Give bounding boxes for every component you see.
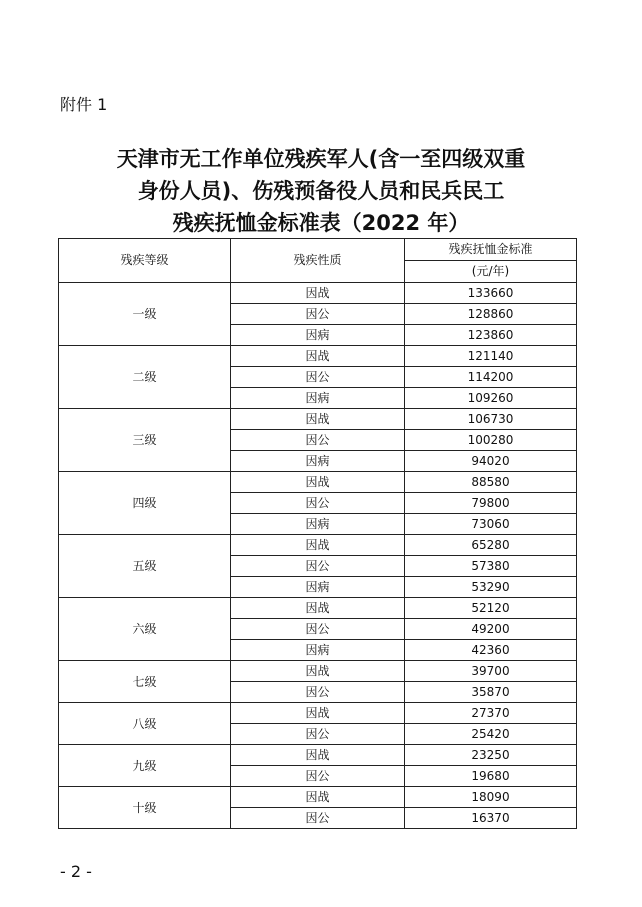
header-nature: 残疾性质 [231, 239, 405, 283]
pension-standard-table [58, 238, 577, 829]
grade-cell: 三级 [59, 409, 231, 472]
amount-cell: 25420 [405, 724, 577, 745]
attachment-label: 附件 1 [60, 95, 108, 114]
nature-cell: 因公 [231, 619, 405, 640]
nature-cell: 因战 [231, 409, 405, 430]
table-row [59, 409, 577, 430]
document-title-line-3: 残疾抚恤金标准表（2022 年） [172, 211, 470, 235]
nature-cell: 因病 [231, 388, 405, 409]
amount-cell: 106730 [405, 409, 577, 430]
amount-cell: 39700 [405, 661, 577, 682]
amount-cell: 42360 [405, 640, 577, 661]
nature-cell: 因公 [231, 367, 405, 388]
amount-cell: 88580 [405, 472, 577, 493]
nature-cell: 因公 [231, 493, 405, 514]
amount-cell: 128860 [405, 304, 577, 325]
nature-cell: 因战 [231, 598, 405, 619]
grade-cell: 八级 [59, 703, 231, 745]
nature-cell: 因公 [231, 304, 405, 325]
grade-cell: 五级 [59, 535, 231, 598]
table-row [59, 703, 577, 724]
grade-cell: 二级 [59, 346, 231, 409]
nature-cell: 因病 [231, 514, 405, 535]
nature-cell: 因公 [231, 724, 405, 745]
document-title-line-2: 身份人员)、伤残预备役人员和民兵民工 [137, 179, 505, 203]
header-grade: 残疾等级 [59, 239, 231, 283]
table-body [59, 283, 577, 829]
amount-cell: 73060 [405, 514, 577, 535]
document-title-line-1: 天津市无工作单位残疾军人(含一至四级双重 [116, 147, 526, 171]
amount-cell: 16370 [405, 808, 577, 829]
table-row [59, 283, 577, 304]
header-standard: 残疾抚恤金标准 [405, 239, 577, 261]
grade-cell: 四级 [59, 472, 231, 535]
nature-cell: 因战 [231, 346, 405, 367]
table-row [59, 661, 577, 682]
amount-cell: 18090 [405, 787, 577, 808]
amount-cell: 94020 [405, 451, 577, 472]
amount-cell: 123860 [405, 325, 577, 346]
page-number: - 2 - [60, 862, 92, 881]
amount-cell: 27370 [405, 703, 577, 724]
nature-cell: 因战 [231, 703, 405, 724]
amount-cell: 79800 [405, 493, 577, 514]
nature-cell: 因战 [231, 787, 405, 808]
nature-cell: 因公 [231, 766, 405, 787]
table-row [59, 472, 577, 493]
amount-cell: 23250 [405, 745, 577, 766]
table-row [59, 787, 577, 808]
amount-cell: 19680 [405, 766, 577, 787]
table-row [59, 598, 577, 619]
nature-cell: 因病 [231, 325, 405, 346]
nature-cell: 因战 [231, 472, 405, 493]
nature-cell: 因战 [231, 745, 405, 766]
nature-cell: 因战 [231, 283, 405, 304]
amount-cell: 52120 [405, 598, 577, 619]
grade-cell: 十级 [59, 787, 231, 829]
amount-cell: 35870 [405, 682, 577, 703]
amount-cell: 65280 [405, 535, 577, 556]
grade-cell: 七级 [59, 661, 231, 703]
header-unit: (元/年) [405, 261, 577, 283]
nature-cell: 因公 [231, 808, 405, 829]
nature-cell: 因公 [231, 430, 405, 451]
amount-cell: 100280 [405, 430, 577, 451]
grade-cell: 一级 [59, 283, 231, 346]
table-row [59, 346, 577, 367]
nature-cell: 因战 [231, 661, 405, 682]
grade-cell: 六级 [59, 598, 231, 661]
amount-cell: 49200 [405, 619, 577, 640]
nature-cell: 因公 [231, 682, 405, 703]
amount-cell: 121140 [405, 346, 577, 367]
amount-cell: 109260 [405, 388, 577, 409]
table-row [59, 745, 577, 766]
amount-cell: 133660 [405, 283, 577, 304]
amount-cell: 114200 [405, 367, 577, 388]
table-row [59, 535, 577, 556]
nature-cell: 因病 [231, 577, 405, 598]
grade-cell: 九级 [59, 745, 231, 787]
nature-cell: 因公 [231, 556, 405, 577]
amount-cell: 57380 [405, 556, 577, 577]
amount-cell: 53290 [405, 577, 577, 598]
nature-cell: 因病 [231, 640, 405, 661]
nature-cell: 因病 [231, 451, 405, 472]
nature-cell: 因战 [231, 535, 405, 556]
